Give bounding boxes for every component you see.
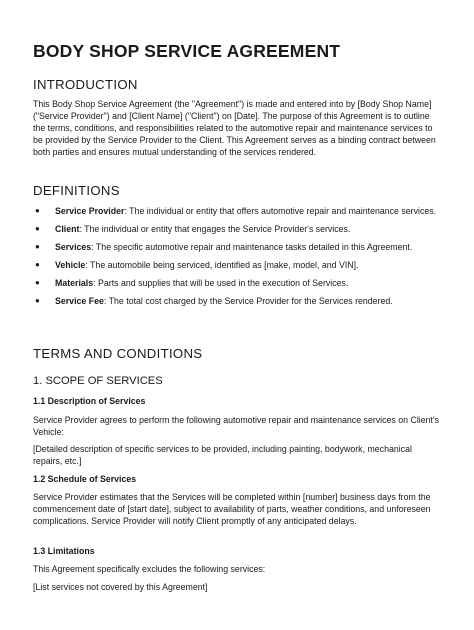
definitions-list (33, 205, 443, 307)
document-title: BODY SHOP SERVICE AGREEMENT (33, 41, 341, 61)
bullet-icon: ● (35, 260, 40, 269)
definition-text: : The individual or entity that engages the Service Provider's services. (79, 224, 351, 234)
definition-term: Service Provider (55, 206, 125, 216)
section-1-2-text: Service Provider estimates that the Services will be completed within [number] business days from the commencement date of [start date], subject to availability of parts, weather conditions, and unforeseen complications. Service Provider will notify Client promptly of any anticipated delays. (33, 492, 431, 526)
bullet-icon: ● (35, 224, 40, 233)
introduction-text: This Body Shop Service Agreement (the "Agreement") is made and entered into by [Body Shop Name] ("Service Provider") and [Client Name] ("Client") on [Date]. The purpose of this Agreement is to outline the terms, conditions, and responsibilities related to the automotive repair and maintenance services to be provided by the Service Provider to the Client. This Agreement serves as a binding contract between both parties and ensures mutual understanding of the services rendered. (33, 99, 436, 157)
section-1-3-text: This Agreement specifically excludes the following services: (33, 564, 266, 574)
definition-text: : The specific automotive repair and maintenance tasks detailed in this Agreement. (91, 242, 413, 252)
definition-item (33, 223, 443, 235)
section-1-3-heading: 1.3 Limitations (33, 546, 95, 556)
bullet-icon: ● (35, 242, 40, 251)
definition-text: : The total cost charged by the Service Provider for the Services rendered. (103, 296, 393, 306)
definition-item (33, 277, 443, 289)
introduction-heading: INTRODUCTION (33, 77, 138, 92)
section-1-1-placeholder: [Detailed description of specific services to be provided, including painting, bodywork, mechanical repairs, etc.] (33, 444, 412, 466)
bullet-icon: ● (35, 206, 40, 215)
bullet-icon: ● (35, 296, 40, 305)
definition-term: Service Fee (55, 296, 104, 306)
definition-text: : The automobile being serviced, identified as [make, model, and VIN]. (85, 260, 359, 270)
definition-item (33, 259, 443, 271)
definition-text: : The individual or entity that offers automotive repair and maintenance services. (124, 206, 437, 216)
definition-item (33, 295, 443, 307)
terms-heading: TERMS AND CONDITIONS (33, 346, 203, 361)
section-1-1-text: Service Provider agrees to perform the following automotive repair and maintenance services on Client's Vehicle: (33, 415, 440, 437)
definition-item (33, 205, 443, 217)
definition-term: Materials (55, 278, 94, 288)
section-1-2-heading: 1.2 Schedule of Services (33, 474, 137, 484)
definition-text: : Parts and supplies that will be used in the execution of Services. (93, 278, 349, 288)
definition-term: Vehicle (55, 260, 86, 270)
section-1-3-placeholder: [List services not covered by this Agreement] (33, 582, 208, 592)
definition-item (33, 241, 443, 253)
definition-term: Services (55, 242, 92, 252)
bullet-icon: ● (35, 278, 40, 287)
definition-term: Client (55, 224, 80, 234)
definitions-heading: DEFINITIONS (33, 183, 120, 198)
section-1-1-heading: 1.1 Description of Services (33, 396, 146, 406)
scope-heading: 1. SCOPE OF SERVICES (33, 375, 163, 387)
